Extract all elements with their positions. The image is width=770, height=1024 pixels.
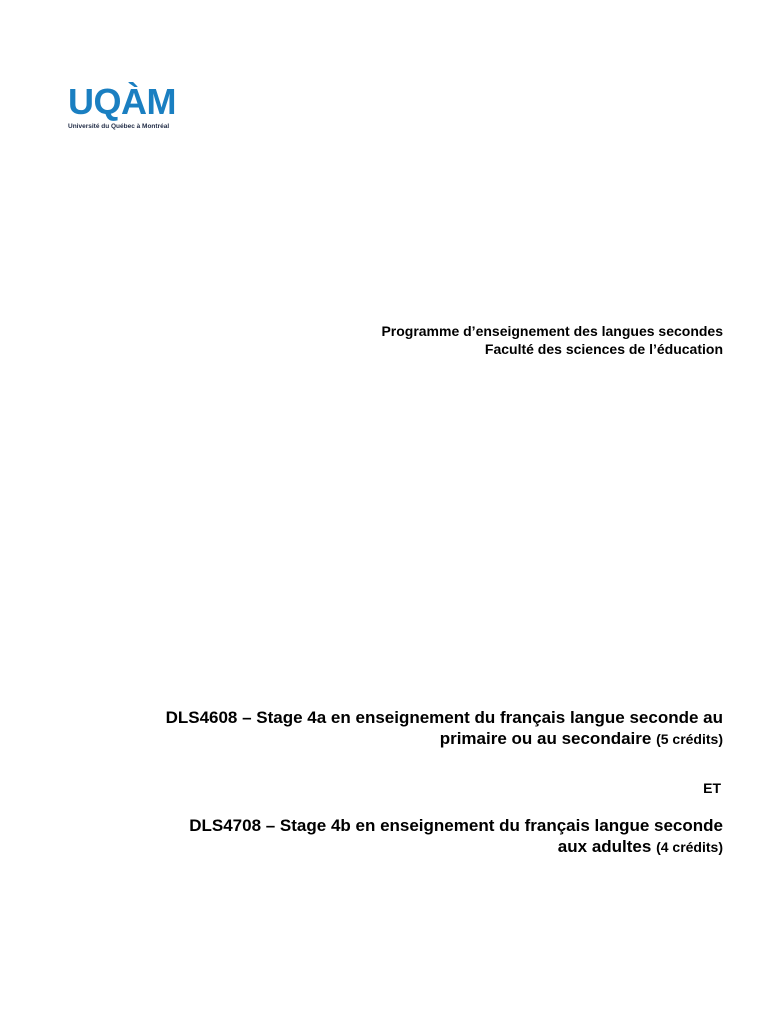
faculty-name: Faculté des sciences de l’éducation xyxy=(484,341,723,357)
logo-tagline: Université du Québec à Montréal xyxy=(68,123,170,130)
course-title-2 xyxy=(189,815,723,858)
course-2-line1: DLS4708 – Stage 4b en enseignement du français langue seconde xyxy=(189,816,723,835)
connector-text: ET xyxy=(703,780,721,796)
course-1-line1: DLS4608 – Stage 4a en enseignement du français langue seconde au xyxy=(165,708,723,727)
course-title-1 xyxy=(166,707,723,750)
course-2-line2-text: aux adultes xyxy=(557,837,652,856)
course-2-line2 xyxy=(189,836,723,858)
course-1-line2 xyxy=(166,728,723,750)
course-1-credits: (5 crédits) xyxy=(656,731,723,747)
uqam-logo xyxy=(68,81,188,131)
department-block xyxy=(381,322,723,358)
logo-wordmark: UQÀM xyxy=(68,81,176,122)
course-2-credits: (4 crédits) xyxy=(656,839,723,855)
course-1-line2-text: primaire ou au secondaire xyxy=(439,729,652,748)
program-name: Programme d’enseignement des langues secondes xyxy=(381,323,723,339)
